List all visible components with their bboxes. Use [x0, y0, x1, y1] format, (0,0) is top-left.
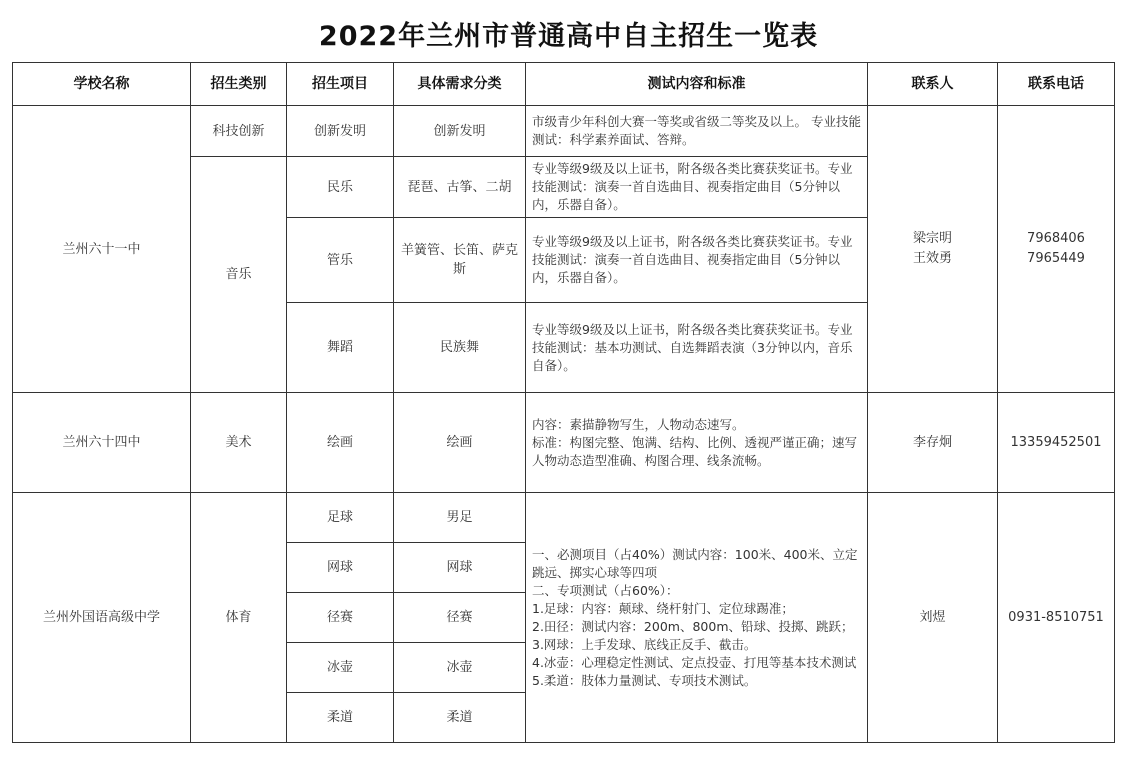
sub-category-cell: 男足 [394, 493, 526, 543]
sub-category-cell: 冰壶 [394, 643, 526, 693]
phone-cell [998, 106, 1115, 393]
sub-category-cell: 羊簧管、长笛、萨克斯 [394, 218, 526, 303]
phone-cell: 13359452501 [998, 393, 1115, 493]
school-name-cell: 兰州外国语高级中学 [13, 493, 191, 743]
contact-name: 梁宗明 [912, 231, 952, 246]
category-cell: 音乐 [191, 157, 287, 393]
project-cell: 民乐 [287, 157, 394, 218]
project-cell: 柔道 [287, 693, 394, 743]
test-content-cell: 一、必测项目（占40%）测试内容：100米、400米、立定跳远、掷实心球等四项 二、专项测试（占60%）： 1.足球：内容：颠球、绕杆射门、定位球踢准； 2.田径：测试内容：200m、800m、铅球、投掷、跳跃； 3.网球：上手发球、底线正反手、截击。 4.冰壶：心理稳定性测试、定点投壶、打甩等基本技术测试5.柔道：肢体力量测试、专项技术测试。 [526, 493, 868, 743]
contact-cell [868, 106, 998, 393]
project-cell: 管乐 [287, 218, 394, 303]
test-content-cell: 专业等级9级及以上证书，附各级各类比赛获奖证书。专业技能测试：演奏一首自选曲目、视奏指定曲目（5分钟以内，乐器自备）。 [526, 218, 868, 303]
sub-category-cell: 创新发明 [394, 106, 526, 157]
sub-category-cell: 绘画 [394, 393, 526, 493]
page-title: 2022年兰州市普通高中自主招生一览表 [318, 21, 819, 52]
project-cell: 绘画 [287, 393, 394, 493]
header-contact: 联系人 [868, 63, 998, 106]
school-name-cell: 兰州六十四中 [13, 393, 191, 493]
sub-category-cell: 民族舞 [394, 303, 526, 393]
school-name-cell: 兰州六十一中 [13, 106, 191, 393]
header-test-content: 测试内容和标准 [526, 63, 868, 106]
test-content-cell: 专业等级9级及以上证书，附各级各类比赛获奖证书。专业技能测试：基本功测试、自选舞蹈表演（3分钟以内，音乐自备）。 [526, 303, 868, 393]
project-cell: 舞蹈 [287, 303, 394, 393]
category-cell: 美术 [191, 393, 287, 493]
contact-name: 王效勇 [912, 251, 952, 266]
project-cell: 创新发明 [287, 106, 394, 157]
sub-category-cell: 柔道 [394, 693, 526, 743]
category-cell: 科技创新 [191, 106, 287, 157]
phone-cell: 0931-8510751 [998, 493, 1115, 743]
table-row [13, 493, 1115, 543]
header-project: 招生项目 [287, 63, 394, 106]
project-cell: 足球 [287, 493, 394, 543]
sub-category-cell: 网球 [394, 543, 526, 593]
test-content-cell: 内容：素描静物写生，人物动态速写。 标准：构图完整、饱满、结构、比例、透视严谨正确；速写人物动态造型准确、构图合理、线条流畅。 [526, 393, 868, 493]
table-row [13, 393, 1115, 493]
table-row [13, 106, 1115, 157]
category-cell: 体育 [191, 493, 287, 743]
test-content-cell: 专业等级9级及以上证书，附各级各类比赛获奖证书。专业技能测试：演奏一首自选曲目、视奏指定曲目（5分钟以内，乐器自备）。 [526, 157, 868, 218]
project-cell: 径赛 [287, 593, 394, 643]
project-cell: 网球 [287, 543, 394, 593]
table-header-row [13, 63, 1115, 106]
contact-cell: 李存炯 [868, 393, 998, 493]
project-cell: 冰壶 [287, 643, 394, 693]
contact-cell: 刘煜 [868, 493, 998, 743]
header-category: 招生类别 [191, 63, 287, 106]
sub-category-cell: 琵琶、古筝、二胡 [394, 157, 526, 218]
header-sub-category: 具体需求分类 [394, 63, 526, 106]
header-phone: 联系电话 [998, 63, 1115, 106]
header-school-name: 学校名称 [13, 63, 191, 106]
phone-number: 7968406 [1027, 231, 1085, 246]
test-content-cell: 市级青少年科创大赛一等奖或省级二等奖及以上。 专业技能测试：科学素养面试、答辩。 [526, 106, 868, 157]
sub-category-cell: 径赛 [394, 593, 526, 643]
admission-table [12, 62, 1115, 743]
phone-number: 7965449 [1027, 251, 1085, 266]
